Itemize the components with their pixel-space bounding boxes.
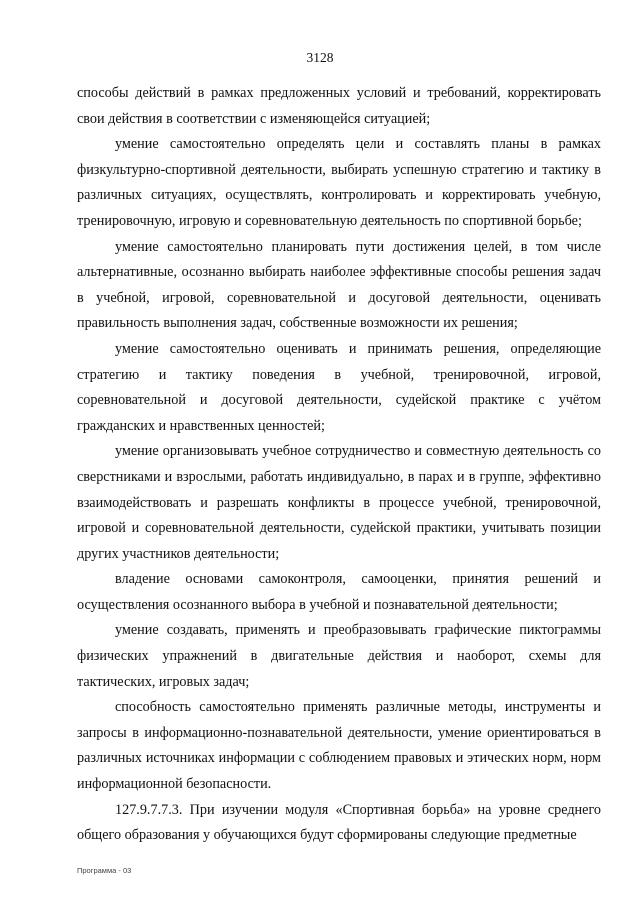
paragraph-cooperation: умение организовывать учебное сотрудничество и совместную деятельность со сверстниками и взрослыми, работать индивидуально, в парах и в группе, эффективно взаимодействовать и разрешать конфликты в процессе учебной, тренировочной, игровой и соревновательной деятельности, судейской практики, учитывать позиции других участников деятельности; [77,443,601,562]
page-number: 3128 [306,50,334,65]
paragraph-planning: умение самостоятельно планировать пути достижения целей, в том числе альтернативные, осознанно выбирать наиболее эффективные способы решения задач в учебной, игровой, соревновательной и досуговой деятельности, оценивать правильность выполнения задач, собственные возможности их решения; [77,238,601,332]
paragraph-pictograms: умение создавать, применять и преобразовывать графические пиктограммы физических упражнений в двигательные действия и наоборот, схемы для тактических, игровых задач; [77,622,601,690]
paragraph-information-skills: способность самостоятельно применять различные методы, инструменты и запросы в информационно-познавательной деятельности, умение ориентироваться в различных источниках информации с соблюдением правовых и этических норм, норм информационной безопасности. [77,699,601,793]
paragraph-section-127-9-7-7-3: 127.9.7.7.3. При изучении модуля «Спортивная борьба» на уровне среднего общего образования у обучающихся будут сформированы следующие предметные [77,801,601,844]
page-footer: Программа - 03 [77,866,132,875]
paragraph-decision-making: умение самостоятельно оценивать и принимать решения, определяющие стратегию и тактику поведения в учебной, тренировочной, игровой, соревновательной и досуговой деятельности, судейской практике с учётом гражданских и нравственных ценностей; [77,340,601,434]
document-body [77,81,601,849]
paragraph-self-control: владение основами самоконтроля, самооценки, принятия решений и осуществления осознанного выбора в учебной и познавательной деятельности; [77,571,601,613]
paragraph-continuation: способы действий в рамках предложенных условий и требований, корректировать свои действия в соответствии с изменяющейся ситуацией; [77,85,601,127]
paragraph-goal-setting: умение самостоятельно определять цели и составлять планы в рамках физкультурно-спортивной деятельности, выбирать успешную стратегию и тактику в различных ситуациях, осуществлять, контролировать и корректировать учебную, тренировочную, игровую и соревновательную деятельность по спортивной борьбе; [77,136,601,229]
